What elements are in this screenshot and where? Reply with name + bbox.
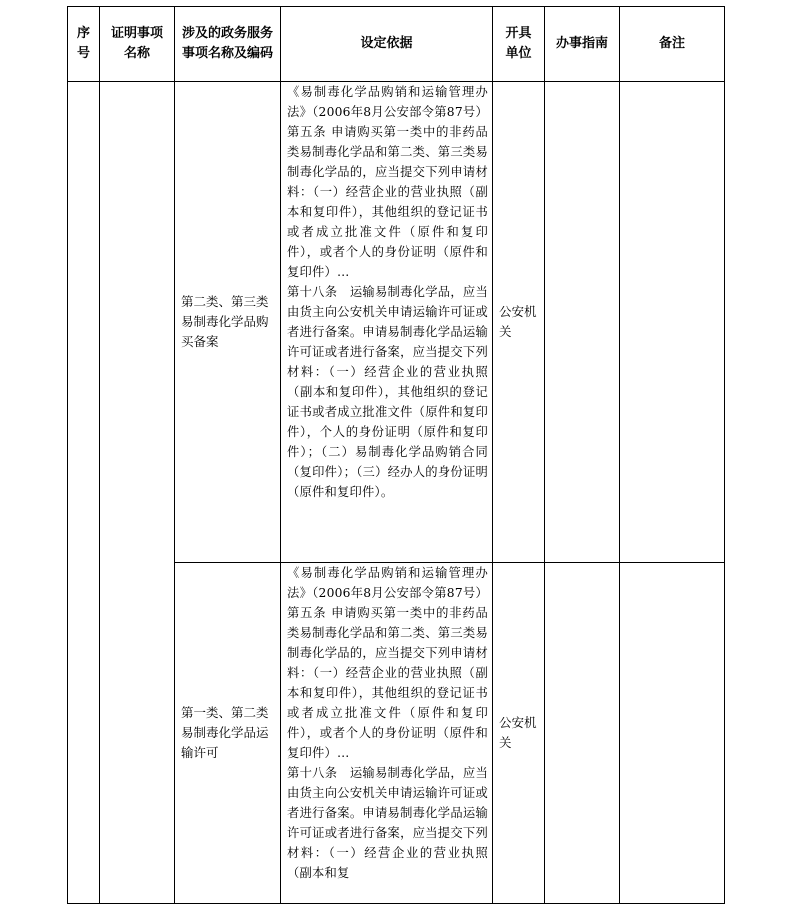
table-row [68,82,725,563]
header-legal-basis: 设定依据 [281,7,493,82]
service-item-cell: 第一类、第二类易制毒化学品运输许可 [175,563,281,904]
header-service-guide: 办事指南 [545,7,620,82]
remarks-cell [620,82,725,563]
service-item-cell: 第二类、第三类易制毒化学品购买备案 [175,82,281,563]
header-serial-number: 序号 [68,7,100,82]
basis-paragraph: 《易制毒化学品购销和运输管理办法》（2006年8月公安部令第87号）第五条 申请购买第一类中的非药品类易制毒化学品和第二类、第三类易制毒化学品的，应当提交下列申请材料：（一）经营企业的营业执照（副本和复印件），其他组织的登记证书或者成立批准文件（原件和复印件），或者个人的身份证明（原件和复印件）… [287,85,488,279]
serial-number-cell [68,82,100,904]
remarks-cell [620,563,725,904]
header-certificate-name: 证明事项名称 [100,7,175,82]
legal-basis-cell [281,563,493,904]
issuing-unit-cell: 公安机关 [493,82,545,563]
certification-table [67,6,725,904]
header-remarks: 备注 [620,7,725,82]
basis-paragraph: 第十八条 运输易制毒化学品，应当由货主向公安机关申请运输许可证或者进行备案。申请易制毒化学品运输许可证或者进行备案，应当提交下列材料：（一）经营企业的营业执照（副本和复 [287,766,488,880]
certificate-name-cell [100,82,175,904]
header-service-item: 涉及的政务服务事项名称及编码 [175,7,281,82]
service-guide-cell [545,563,620,904]
issuing-unit-cell: 公安机关 [493,563,545,904]
basis-paragraph: 《易制毒化学品购销和运输管理办法》（2006年8月公安部令第87号）第五条 申请购买第一类中的非药品类易制毒化学品和第二类、第三类易制毒化学品的，应当提交下列申请材料：（一）经营企业的营业执照（副本和复印件），其他组织的登记证书或者成立批准文件（原件和复印件），或者个人的身份证明（原件和复印件）… [287,566,488,760]
legal-basis-cell [281,82,493,563]
basis-paragraph: 第十八条 运输易制毒化学品，应当由货主向公安机关申请运输许可证或者进行备案。申请易制毒化学品运输许可证或者进行备案，应当提交下列材料：（一）经营企业的营业执照（副本和复印件），其他组织的登记证书或者成立批准文件（原件和复印件），个人的身份证明（原件和复印件）；（二）易制毒化学品购销合同（复印件）；（三）经办人的身份证明（原件和复印件）。 [287,285,488,499]
header-row [68,7,725,82]
service-guide-cell [545,82,620,563]
header-issuing-unit: 开具单位 [493,7,545,82]
